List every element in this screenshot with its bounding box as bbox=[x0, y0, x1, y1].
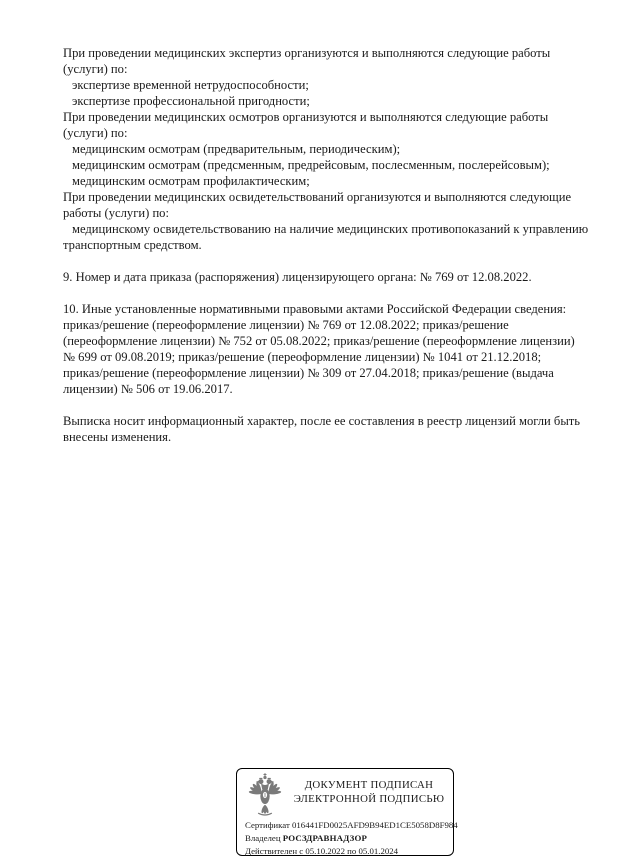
stamp-title bbox=[289, 779, 449, 806]
stamp-title-line2: ЭЛЕКТРОННОЙ ПОДПИСЬЮ bbox=[293, 792, 445, 805]
document-line: экспертизе профессиональной пригодности; bbox=[72, 94, 310, 108]
document-line: медицинскому освидетельствованию на наличие медицинских противопоказаний к управлению bbox=[72, 222, 589, 236]
document-line: лицензии) № 506 от 19.06.2017. bbox=[63, 382, 233, 396]
document-line: медицинским осмотрам профилактическим; bbox=[72, 174, 310, 188]
owner-label: Владелец bbox=[245, 833, 281, 843]
stamp-validity-line: Действителен с 05.10.2022 по 05.01.2024 bbox=[245, 846, 399, 856]
document-line: При проведении медицинских освидетельствований организуются и выполняются следующие bbox=[63, 190, 572, 204]
document-line: медицинским осмотрам (предварительным, периодическим); bbox=[72, 142, 401, 156]
document-line: транспортным средством. bbox=[63, 238, 202, 252]
document-line: приказ/решение (переоформление лицензии) № 769 от 12.08.2022; приказ/решение bbox=[63, 318, 509, 332]
stamp-title-line1: ДОКУМЕНТ ПОДПИСАН bbox=[304, 779, 434, 791]
document-line: работы (услуги) по: bbox=[63, 206, 169, 220]
stamp-certificate-line bbox=[245, 820, 458, 831]
document-line: 10. Иные установленные нормативными правовыми актами Российской Федерации сведения: bbox=[63, 302, 567, 316]
document-line: (услуги) по: bbox=[63, 126, 128, 140]
stamp-owner-line bbox=[245, 833, 449, 844]
document-line: приказ/решение (переоформление лицензии) № 309 от 27.04.2018; приказ/решение (выдача bbox=[63, 366, 554, 380]
document-line: экспертизе временной нетрудоспособности; bbox=[72, 78, 309, 92]
document-line: медицинским осмотрам (предсменным, предрейсовым, послесменным, послерейсовым); bbox=[72, 158, 550, 172]
certificate-label: Сертификат bbox=[245, 820, 290, 830]
document-line: Выписка носит информационный характер, после ее составления в реестр лицензий могли быть bbox=[63, 414, 581, 428]
owner-value: РОСЗДРАВНАДЗОР bbox=[282, 833, 368, 843]
document-text bbox=[63, 45, 619, 445]
electronic-signature-stamp bbox=[236, 768, 458, 856]
document-line: 9. Номер и дата приказа (распоряжения) лицензирующего органа: № 769 от 12.08.2022. bbox=[63, 270, 532, 284]
document-line: При проведении медицинских экспертиз организуются и выполняются следующие работы bbox=[63, 46, 551, 60]
document-line: внесены изменения. bbox=[63, 430, 172, 444]
document-line: (переоформление лицензии) № 752 от 05.08.2022; приказ/решение (переоформление лицензии) bbox=[63, 334, 575, 348]
certificate-value: 016441FD0025AFD9B94ED1CE5058D8F984 bbox=[292, 820, 458, 830]
double-headed-eagle-icon bbox=[245, 773, 285, 817]
blank-line bbox=[63, 285, 619, 301]
document-line: (услуги) по: bbox=[63, 62, 128, 76]
blank-line bbox=[63, 253, 619, 269]
document-line: № 699 от 09.08.2019; приказ/решение (переоформление лицензии) № 1041 от 21.12.2018; bbox=[63, 350, 542, 364]
document-line: При проведении медицинских осмотров организуются и выполняются следующие работы bbox=[63, 110, 549, 124]
blank-line bbox=[63, 397, 619, 413]
